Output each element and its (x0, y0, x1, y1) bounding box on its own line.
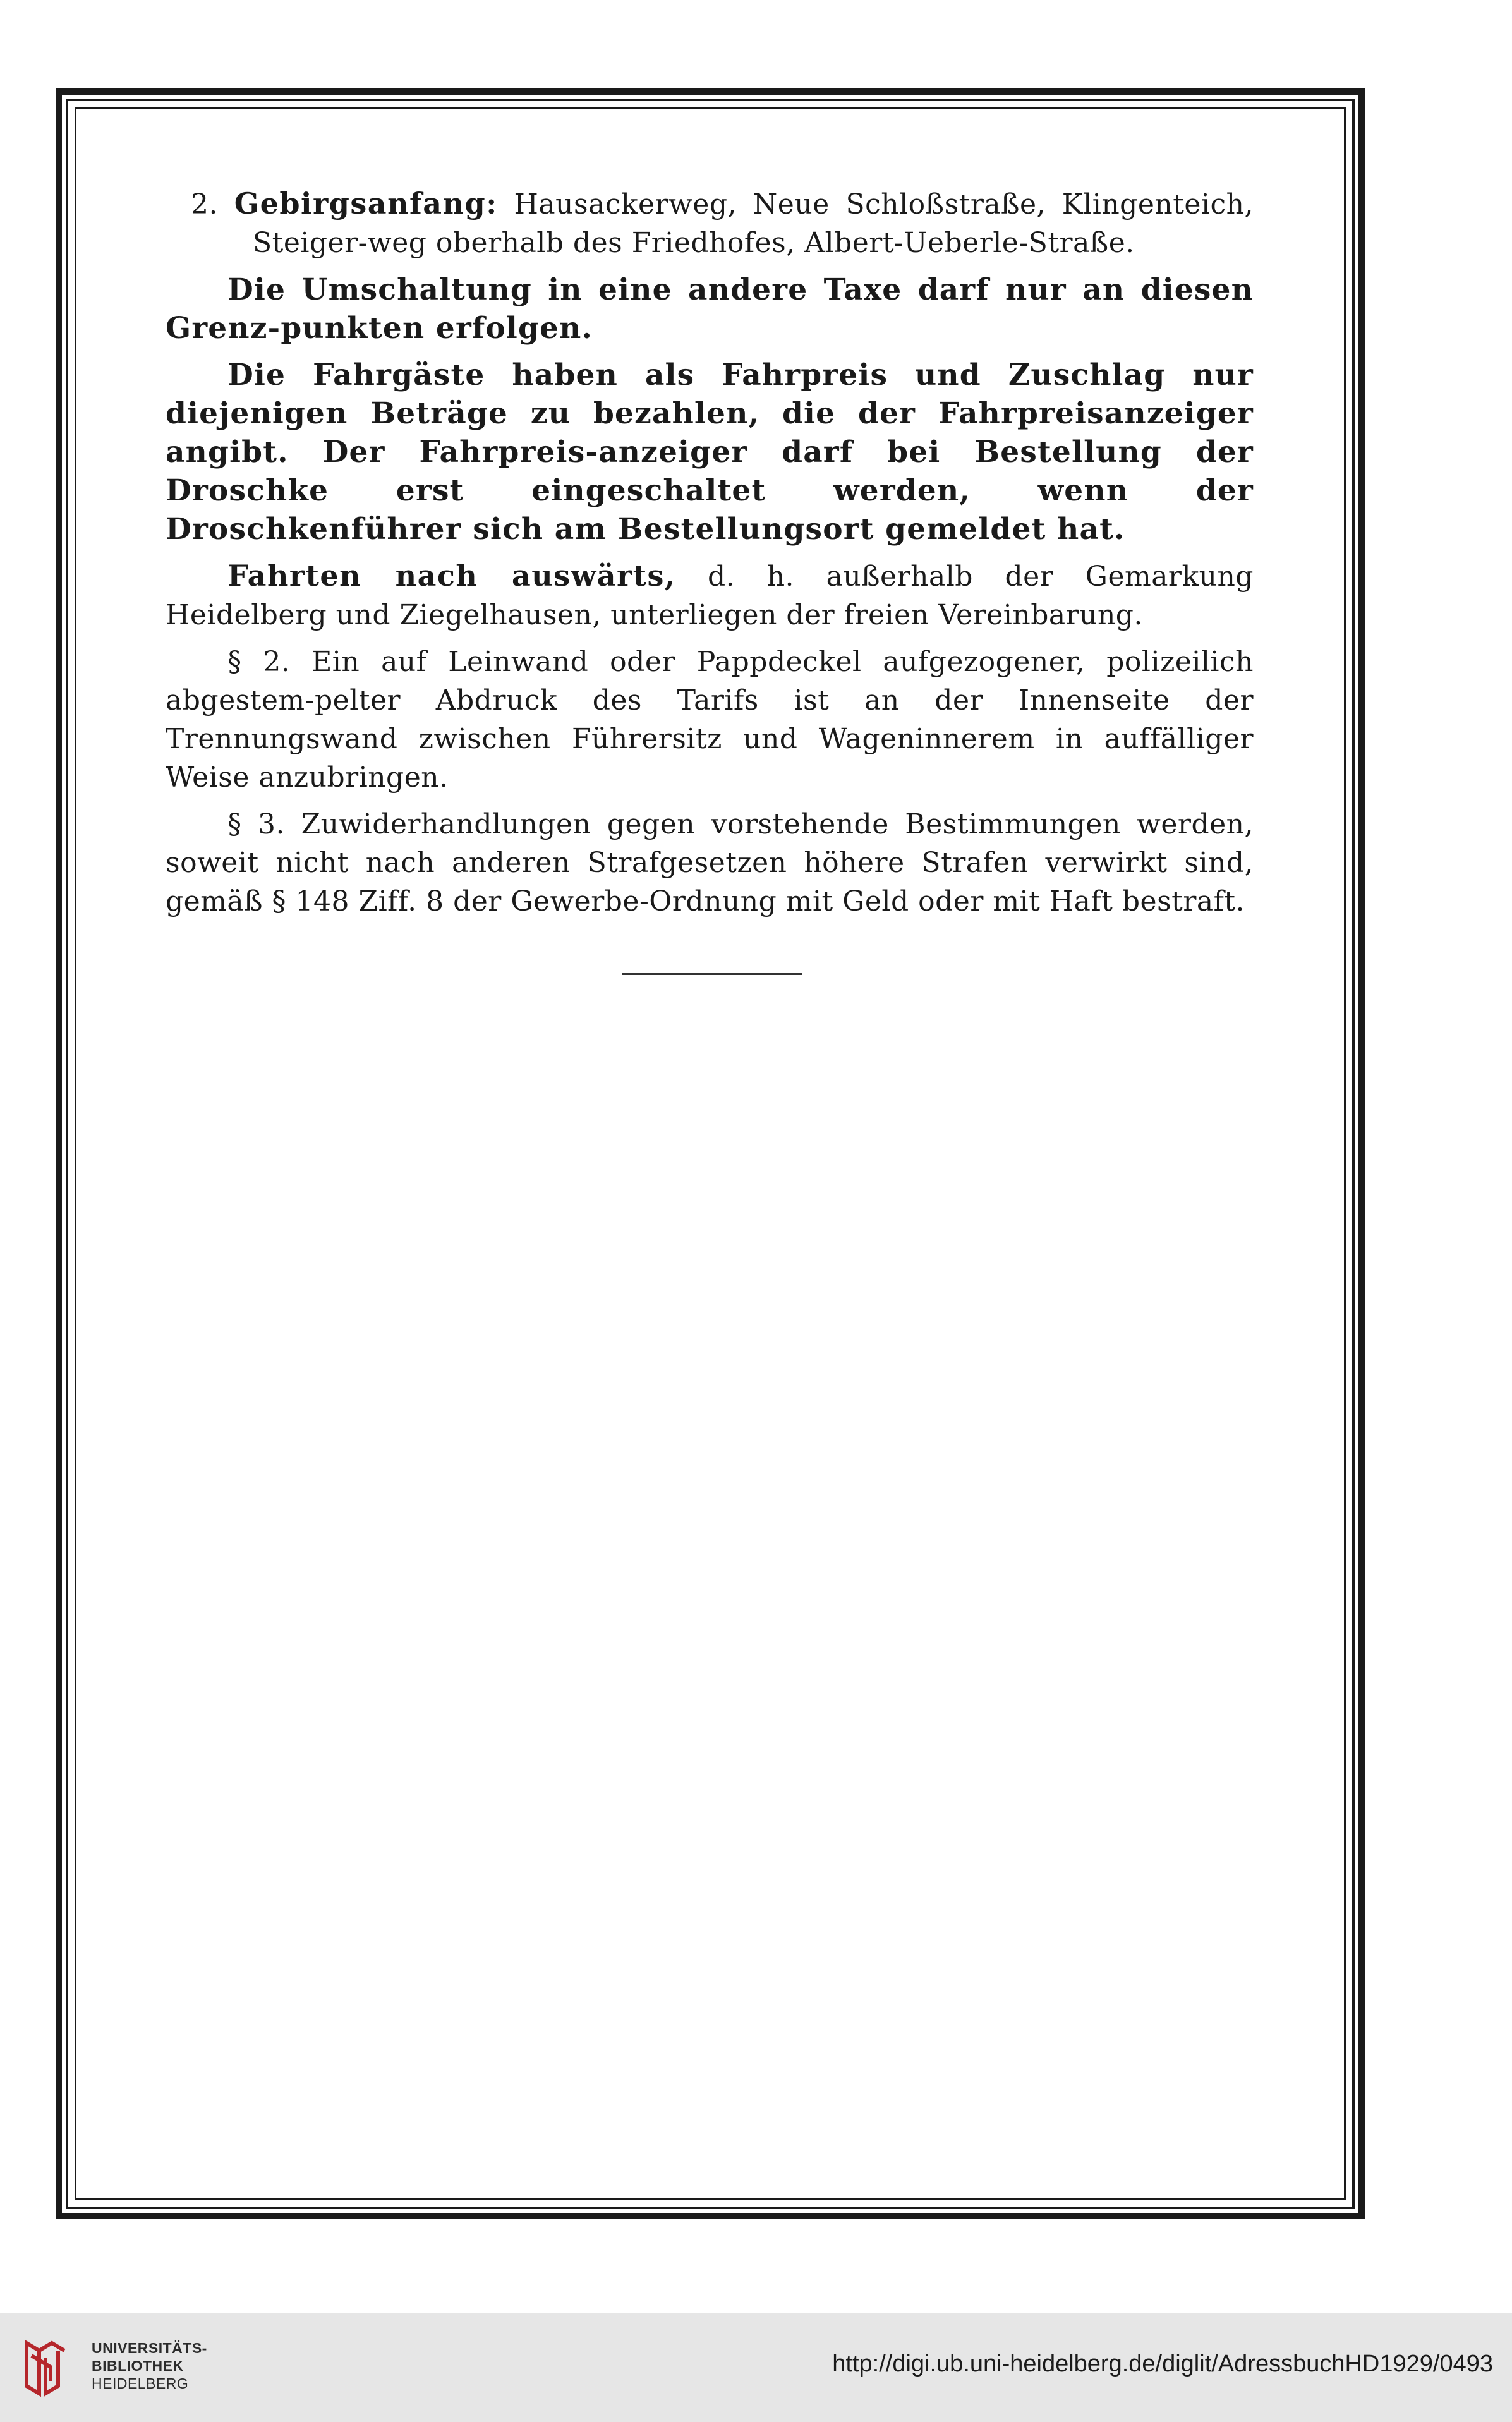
item-2-text: Hausackerweg, Neue Schloßstraße, Klingenteich, Steiger-weg oberhalb des Friedhofes, Albert-Ueberle-Straße. (253, 188, 1254, 259)
auswaerts-text: d. h. außerhalb der Gemarkung Heidelberg und Ziegelhausen, unterliegen der freien Vereinbarung. (166, 560, 1254, 631)
section-3-paragraph (166, 805, 1254, 921)
footer-bar (0, 2313, 1512, 2422)
item-2-number: 2. (191, 188, 218, 221)
section-2-paragraph (166, 643, 1254, 797)
item-2-heading: Gebirgsanfang: (234, 186, 498, 221)
auswaerts-paragraph (166, 557, 1254, 634)
permalink-url[interactable]: http://digi.ub.uni-heidelberg.de/diglit/AdressbuchHD1929/0493 (832, 2351, 1493, 2377)
library-name (92, 2339, 207, 2392)
section-2-label: § 2. (227, 646, 291, 678)
item-2-paragraph (166, 185, 1254, 262)
closing-rule (622, 973, 802, 975)
umschaltung-paragraph: Die Umschaltung in eine andere Taxe darf nur an diesen Grenz-punkten erfolgen. (166, 272, 1254, 346)
library-name-line-2: BIBLIOTHEK (92, 2358, 184, 2374)
section-3-label: § 3. (227, 808, 286, 840)
document-body (166, 185, 1254, 929)
library-name-line-3: HEIDELBERG (92, 2375, 189, 2392)
library-logo-icon[interactable] (14, 2330, 83, 2400)
section-3-text: Zuwiderhandlungen gegen vorstehende Bestimmungen werden, soweit nicht nach anderen Strafgesetzen höhere Strafen verwirkt sind, gemäß § 148 Ziff. 8 der Gewerbe-Ordnung mit Geld oder mit Haft bestraft. (166, 808, 1254, 917)
library-name-line-1: UNIVERSITÄTS- (92, 2340, 207, 2356)
auswaerts-heading: Fahrten nach auswärts, (227, 559, 676, 593)
fahrgaeste-paragraph: Die Fahrgäste haben als Fahrpreis und Zuschlag nur diejenigen Beträge zu bezahlen, die der Fahrpreisanzeiger angibt. Der Fahrpreis-anzeiger darf bei Bestellung der Droschke erst eingeschaltet werden, wenn der Droschkenführer sich am Bestellungsort gemeldet hat. (166, 358, 1254, 547)
section-2-text: Ein auf Leinwand oder Pappdeckel aufgezogener, polizeilich abgestem-pelter Abdruck des Tarifs ist an der Innenseite der Trennungswand zwischen Führersitz und Wageninnerem in auffälliger Weise anzubringen. (166, 646, 1254, 794)
